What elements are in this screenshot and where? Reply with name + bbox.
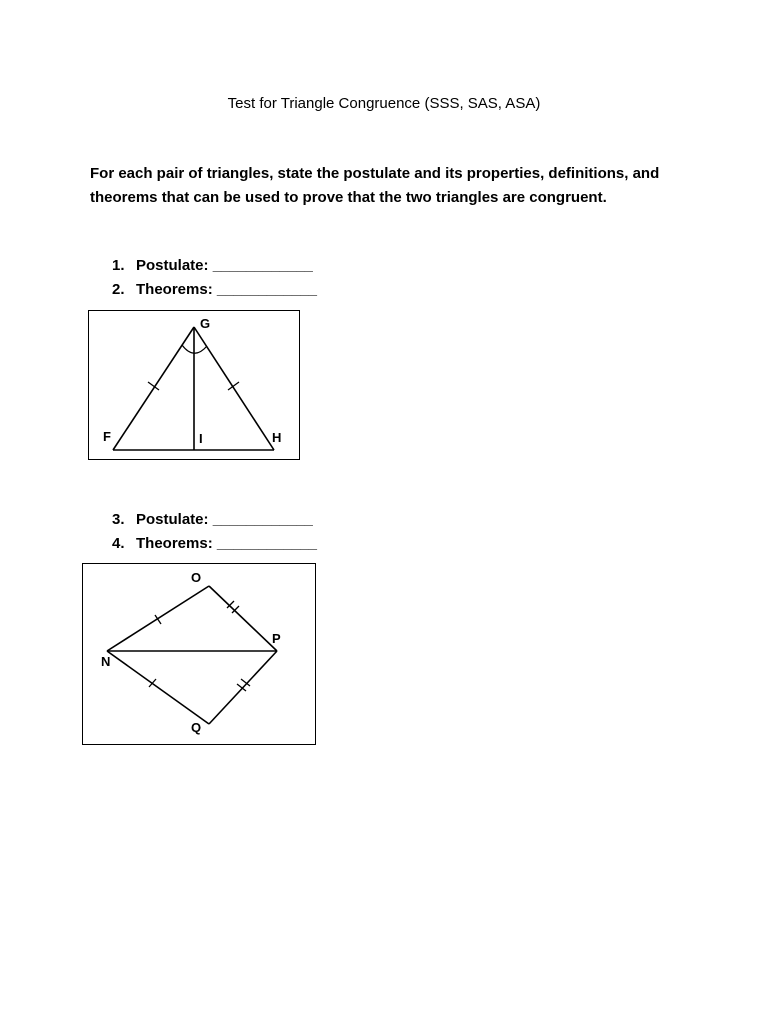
- side-nq: [107, 651, 209, 724]
- question-label: Theorems:: [136, 281, 213, 298]
- question-number: 1.: [112, 257, 125, 274]
- question-postulate-3: [112, 508, 317, 532]
- question-number: 4.: [112, 535, 125, 552]
- side-gh: [194, 327, 274, 450]
- triangle-figure-fgh: [88, 310, 300, 460]
- side-pq: [209, 651, 277, 724]
- vertex-label-g: G: [200, 316, 211, 331]
- question-number: 2.: [112, 281, 125, 298]
- question-theorems-2: [112, 278, 317, 302]
- vertex-label-p: P: [272, 631, 281, 646]
- question-number: 3.: [112, 511, 125, 528]
- side-op: [209, 586, 277, 651]
- vertex-label-h: H: [272, 430, 282, 445]
- worksheet-title: Test for Triangle Congruence (SSS, SAS, ASA): [227, 95, 541, 112]
- vertex-label-i: I: [199, 431, 203, 446]
- question-list-2: [112, 508, 317, 556]
- triangle-fgh-diagram: [89, 311, 299, 459]
- question-postulate-1: [112, 254, 317, 278]
- instructions-text: For each pair of triangles, state the postulate and its properties, definitions, and theorems that can be used to prove that the two triangles are congruent.: [90, 165, 660, 206]
- vertex-label-f: F: [103, 429, 111, 444]
- answer-blank[interactable]: ____________: [216, 535, 317, 552]
- quadrilateral-figure-nopq: [82, 563, 316, 745]
- answer-blank[interactable]: ____________: [216, 281, 317, 298]
- question-label: Postulate:: [136, 257, 209, 274]
- vertex-label-o: O: [191, 570, 202, 585]
- question-label: Postulate:: [136, 511, 209, 528]
- vertex-label-q: Q: [191, 720, 202, 735]
- quadrilateral-nopq-diagram: [83, 564, 315, 744]
- vertex-label-n: N: [101, 654, 111, 669]
- question-theorems-4: [112, 532, 317, 556]
- question-label: Theorems:: [136, 535, 213, 552]
- answer-blank[interactable]: ____________: [212, 511, 313, 528]
- answer-blank[interactable]: ____________: [212, 257, 313, 274]
- question-list-1: [112, 254, 317, 302]
